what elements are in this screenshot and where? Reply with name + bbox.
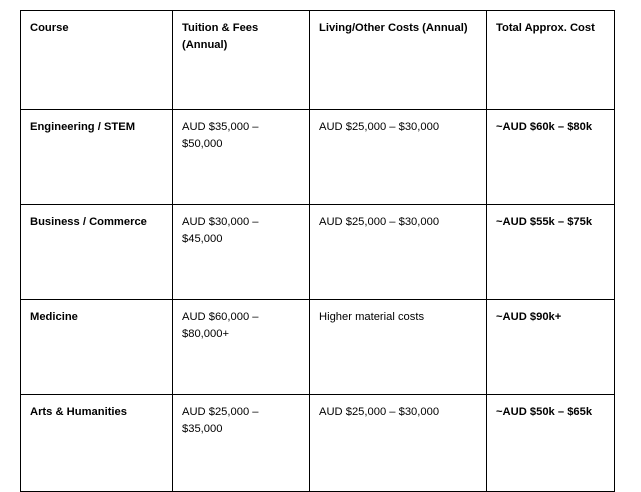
cell-total: ~AUD $60k – $80k [487, 110, 615, 205]
cell-course: Engineering / STEM [21, 110, 173, 205]
table-row [21, 205, 615, 300]
cell-living: AUD $25,000 – $30,000 [310, 205, 487, 300]
cell-living: Higher material costs [310, 300, 487, 395]
cell-course: Arts & Humanities [21, 395, 173, 492]
cell-tuition: AUD $60,000 – $80,000+ [173, 300, 310, 395]
cell-total: ~AUD $90k+ [487, 300, 615, 395]
cell-course: Business / Commerce [21, 205, 173, 300]
cell-total: ~AUD $50k – $65k [487, 395, 615, 492]
column-header-living: Living/Other Costs (Annual) [310, 11, 487, 110]
cell-tuition: AUD $35,000 – $50,000 [173, 110, 310, 205]
table-header-row [21, 11, 615, 110]
table-row [21, 300, 615, 395]
column-header-course: Course [21, 11, 173, 110]
cell-total: ~AUD $55k – $75k [487, 205, 615, 300]
column-header-total: Total Approx. Cost [487, 11, 615, 110]
table-row [21, 395, 615, 492]
course-cost-table [20, 10, 615, 492]
cell-living: AUD $25,000 – $30,000 [310, 395, 487, 492]
column-header-tuition: Tuition & Fees (Annual) [173, 11, 310, 110]
cell-tuition: AUD $30,000 – $45,000 [173, 205, 310, 300]
cell-course: Medicine [21, 300, 173, 395]
table-row [21, 110, 615, 205]
cell-tuition: AUD $25,000 – $35,000 [173, 395, 310, 492]
cell-living: AUD $25,000 – $30,000 [310, 110, 487, 205]
